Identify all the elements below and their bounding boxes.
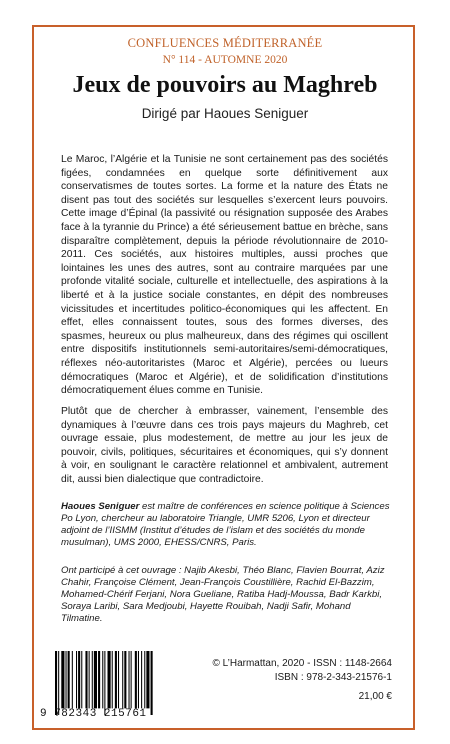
contributors-list: Ont participé à cet ouvrage : Najib Akesbi, Théo Blanc, Flavien Bourrat, Aziz Chahir, Françoise Clément, Jean-François Coustillière, Rachid El-Bazzim, Mohamed-Chérif Ferjani, Nora Gueliane, Ratiba Hadj-Moussa, Badr Karkbi, Soraya Laribi, Sara Medjoubi, Hayette Rouibah, Nadji Safir, Mohand Tilmatine. <box>61 565 385 624</box>
author-bio <box>61 501 391 549</box>
legal-info <box>212 657 392 704</box>
barcode <box>51 651 181 715</box>
author-bio-text: est maître de conférences en science politique à Sciences Po Lyon, chercheur au laboratoire Triangle, UMR 5206, Lyon et directeur adjoint de l’IISMM (Institut d’études de l’islam et des sociétés du monde musulman), UMS 2000, EHESS/CNRS, Paris. <box>61 501 390 548</box>
description-paragraph-1: Le Maroc, l’Algérie et la Tunisie ne sont certainement pas des sociétés figées, condamnées en quelque sorte définitivement aux conservatismes de toutes sortes. La forme et la nature des États ne disent pas tout des sociétés sur lesquelles s’exercent leurs pouvoirs. Cette image d’Épinal (la passivité ou résignation supposée des Arabes face à la tyrannie du Prince) a été sérieusement battue en brèche, sans disparaître complètement, depuis la période révolutionnaire de 2010-2011. Ces sociétés, aux histoires multiples, aussi proches que lointaines les unes des autres, sont au contraire marquées par une profonde vitalité sociale, culturelle et intellectuelle, des aspirations à la liberté et à la justice sociale constantes, en dépit des nombreuses vicissitudes et incertitudes politico-économiques qui les affectent. En effet, elles connaissent toutes, sous des formes diverses, des spasmes, heureux ou plus malheureux, dans des régimes qui oscillent entre dispositifs institutionnels semi-autoritaires/semi-démocratiques, réflexes néo-autoritaristes (Maroc et Algérie), percées ou lueurs démocratiques (Maroc et Algérie), et de solidification d’institutions démocratiquement élues comme en Tunisie. <box>61 154 388 397</box>
description-paragraph-2: Plutôt que de chercher à embrasser, vainement, l’ensemble des dynamiques à l’œuvre dans ces trois pays majeurs du Maghreb, cet ouvrage essaie, plus modestement, de mettre au jour les jeux de pouvoir, civils, politiques, sécuritaires et économiques, qui s’y donnent à voir, en soulignant le caractère relationnel et ambivalent, autrement dit, aussi bien dialectique que contradictoire. <box>61 406 388 485</box>
author-name: Haoues Seniguer <box>61 501 140 512</box>
issue-number: N° 114 - AUTOMNE 2020 <box>162 54 288 66</box>
editor-credit: Dirigé par Haoues Seniguer <box>141 106 309 121</box>
barcode-digits: 9 782343 215761 <box>40 708 147 720</box>
price: 21,00 € <box>358 691 392 702</box>
series-title: CONFLUENCES MÉDITERRANÉE <box>127 36 323 50</box>
isbn-line: ISBN : 978-2-343-21576-1 <box>274 671 392 683</box>
book-title: Jeux de pouvoirs au Maghreb <box>72 72 378 98</box>
copyright-line: © L’Harmattan, 2020 - ISSN : 1148-2664 <box>212 658 392 669</box>
